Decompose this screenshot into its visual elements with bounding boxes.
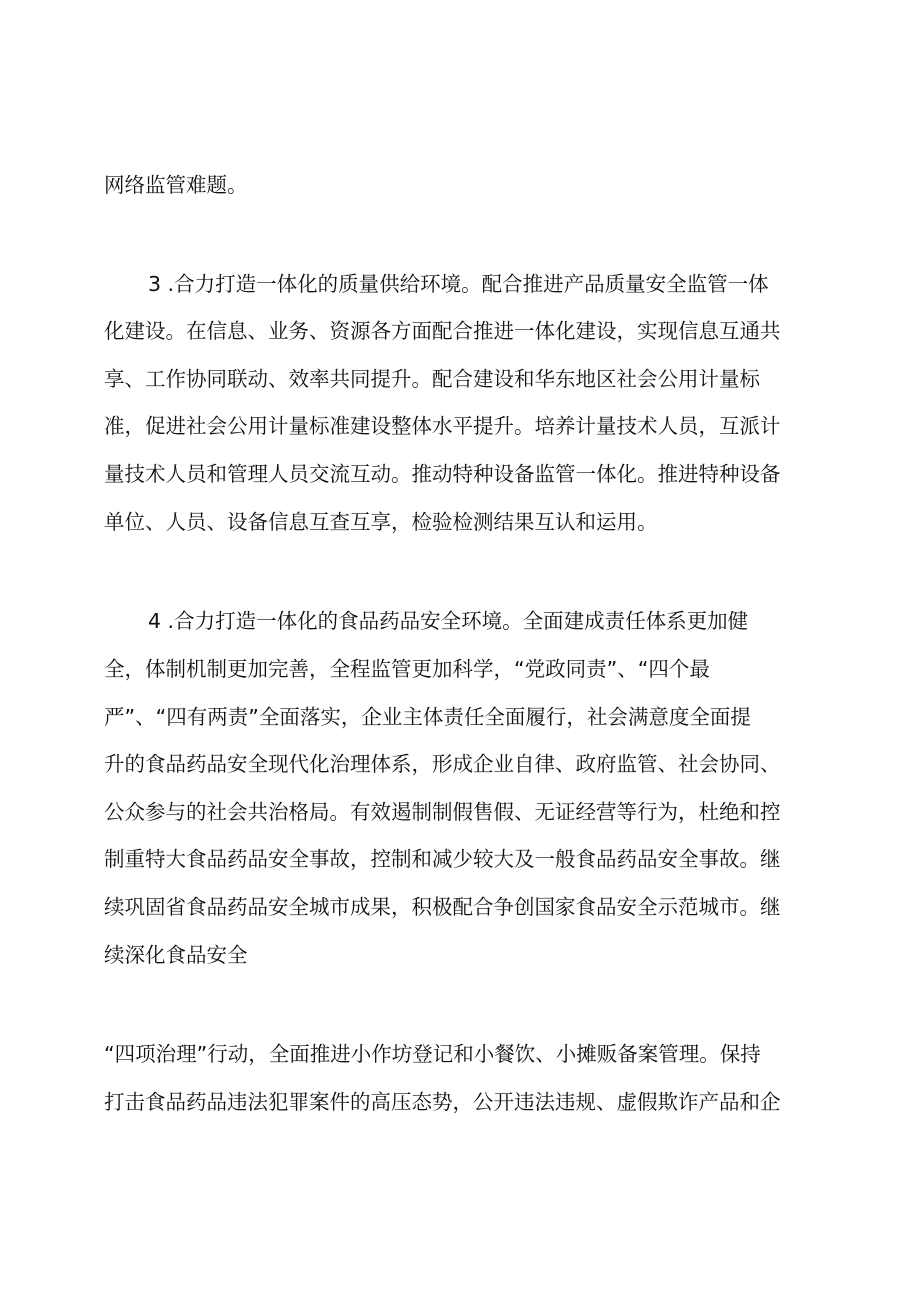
text-line: 化建设。在信息、业务、资源各方面配合推进一体化建设，实现信息互通共: [104, 319, 781, 343]
text-line: 全，体制机制更加完善，全程监管更加科学，“党政同责”、“四个最: [104, 657, 710, 681]
text-line: 打击食品药品违法犯罪案件的高压态势，公开违法违规、虚假欺诈产品和企: [104, 1090, 781, 1114]
text-line: 续深化食品安全: [104, 943, 248, 967]
text-line: 续巩固省食品药品安全城市成果，积极配合争创国家食品安全示范城市。继: [104, 895, 781, 919]
text-line: 升的食品药品安全现代化治理体系，形成企业自律、政府监管、社会协同、: [104, 752, 781, 776]
text-line: 网络监管难题。: [104, 173, 248, 197]
text-line: 量技术人员和管理人员交流互动。推动特种设备监管一体化。推进特种设备: [104, 462, 781, 486]
text-line: 准，促进社会公用计量标准建设整体水平提升。培养计量技术人员，互派计: [104, 414, 781, 438]
text-line: 3 .合力打造一体化的质量供给环境。配合推进产品质量安全监管一体: [148, 272, 769, 296]
text-line: “四项治理”行动，全面推进小作坊登记和小餐饮、小摊贩备案管理。保持: [104, 1042, 761, 1066]
text-line: 制重特大食品药品安全事故，控制和减少较大及一般食品药品安全事故。继: [104, 847, 781, 871]
text-line: 单位、人员、设备信息互查互享，检验检测结果互认和运用。: [104, 510, 658, 534]
text-line: 4 .合力打造一体化的食品药品安全环境。全面建成责任体系更加健: [148, 609, 749, 633]
text-line: 享、工作协同联动、效率共同提升。配合建设和华东地区社会公用计量标: [104, 367, 760, 391]
text-line: 公众参与的社会共治格局。有效遏制制假售假、无证经营等行为，杜绝和控: [104, 800, 781, 824]
text-line: 严”、“四有两责”全面落实，企业主体责任全面履行，社会满意度全面提: [104, 705, 751, 729]
